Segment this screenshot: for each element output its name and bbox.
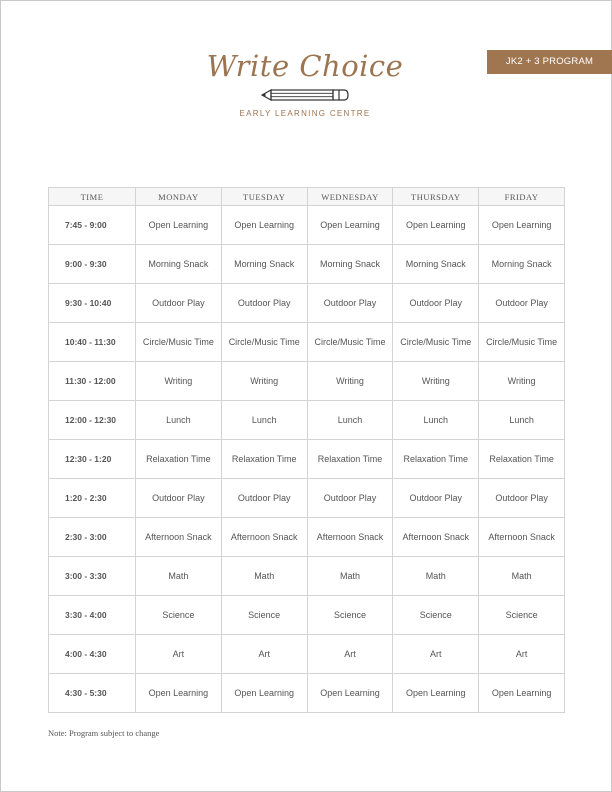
- activity-cell: Art: [479, 635, 565, 674]
- activity-cell: Outdoor Play: [221, 284, 307, 323]
- activity-cell: Science: [307, 596, 393, 635]
- activity-cell: Open Learning: [307, 206, 393, 245]
- activity-cell: Math: [136, 557, 222, 596]
- brand-logo: [205, 46, 405, 118]
- brand-name: Write Choice: [206, 49, 404, 83]
- activity-cell: Open Learning: [221, 206, 307, 245]
- activity-cell: Morning Snack: [221, 245, 307, 284]
- table-row: [49, 401, 565, 440]
- activity-cell: Morning Snack: [479, 245, 565, 284]
- table-row: [49, 284, 565, 323]
- time-slot: 3:00 - 3:30: [49, 557, 136, 596]
- table-row: [49, 323, 565, 362]
- table-row: [49, 245, 565, 284]
- brand-subtitle: EARLY LEARNING CENTRE: [239, 109, 371, 118]
- activity-cell: Writing: [136, 362, 222, 401]
- header-thursday: THURSDAY: [393, 188, 479, 206]
- activity-cell: Open Learning: [479, 674, 565, 713]
- activity-cell: Science: [393, 596, 479, 635]
- activity-cell: Open Learning: [136, 206, 222, 245]
- activity-cell: Relaxation Time: [393, 440, 479, 479]
- activity-cell: Circle/Music Time: [136, 323, 222, 362]
- activity-cell: Lunch: [221, 401, 307, 440]
- activity-cell: Afternoon Snack: [221, 518, 307, 557]
- table-row: [49, 557, 565, 596]
- activity-cell: Open Learning: [307, 674, 393, 713]
- activity-cell: Afternoon Snack: [393, 518, 479, 557]
- time-slot: 12:30 - 1:20: [49, 440, 136, 479]
- header-friday: FRIDAY: [479, 188, 565, 206]
- activity-cell: Outdoor Play: [393, 284, 479, 323]
- time-slot: 4:30 - 5:30: [49, 674, 136, 713]
- table-row: [49, 206, 565, 245]
- activity-cell: Writing: [221, 362, 307, 401]
- table-row: [49, 635, 565, 674]
- time-slot: 7:45 - 9:00: [49, 206, 136, 245]
- schedule-table: [48, 187, 565, 713]
- activity-cell: Afternoon Snack: [479, 518, 565, 557]
- activity-cell: Open Learning: [393, 206, 479, 245]
- header-time: TIME: [49, 188, 136, 206]
- time-slot: 11:30 - 12:00: [49, 362, 136, 401]
- time-slot: 9:30 - 10:40: [49, 284, 136, 323]
- activity-cell: Morning Snack: [393, 245, 479, 284]
- activity-cell: Math: [393, 557, 479, 596]
- time-slot: 1:20 - 2:30: [49, 479, 136, 518]
- activity-cell: Circle/Music Time: [393, 323, 479, 362]
- activity-cell: Open Learning: [221, 674, 307, 713]
- activity-cell: Open Learning: [479, 206, 565, 245]
- activity-cell: Morning Snack: [307, 245, 393, 284]
- activity-cell: Math: [307, 557, 393, 596]
- activity-cell: Art: [307, 635, 393, 674]
- activity-cell: Science: [136, 596, 222, 635]
- table-row: [49, 479, 565, 518]
- pencil-icon: [260, 88, 350, 102]
- activity-cell: Relaxation Time: [479, 440, 565, 479]
- activity-cell: Art: [221, 635, 307, 674]
- table-row: [49, 440, 565, 479]
- header-row: [49, 188, 565, 206]
- activity-cell: Open Learning: [136, 674, 222, 713]
- time-slot: 12:00 - 12:30: [49, 401, 136, 440]
- activity-cell: Circle/Music Time: [479, 323, 565, 362]
- activity-cell: Morning Snack: [136, 245, 222, 284]
- activity-cell: Lunch: [393, 401, 479, 440]
- activity-cell: Art: [393, 635, 479, 674]
- activity-cell: Outdoor Play: [307, 284, 393, 323]
- table-row: [49, 518, 565, 557]
- time-slot: 10:40 - 11:30: [49, 323, 136, 362]
- table-row: [49, 362, 565, 401]
- activity-cell: Afternoon Snack: [307, 518, 393, 557]
- activity-cell: Lunch: [479, 401, 565, 440]
- activity-cell: Open Learning: [393, 674, 479, 713]
- activity-cell: Science: [479, 596, 565, 635]
- activity-cell: Writing: [479, 362, 565, 401]
- activity-cell: Outdoor Play: [479, 479, 565, 518]
- table-row: [49, 674, 565, 713]
- time-slot: 4:00 - 4:30: [49, 635, 136, 674]
- table-row: [49, 596, 565, 635]
- time-slot: 2:30 - 3:00: [49, 518, 136, 557]
- header-tuesday: TUESDAY: [221, 188, 307, 206]
- activity-cell: Lunch: [136, 401, 222, 440]
- activity-cell: Circle/Music Time: [307, 323, 393, 362]
- time-slot: 9:00 - 9:30: [49, 245, 136, 284]
- program-badge: JK2 + 3 PROGRAM: [487, 50, 612, 74]
- time-slot: 3:30 - 4:00: [49, 596, 136, 635]
- activity-cell: Science: [221, 596, 307, 635]
- header-monday: MONDAY: [136, 188, 222, 206]
- activity-cell: Outdoor Play: [393, 479, 479, 518]
- activity-cell: Relaxation Time: [136, 440, 222, 479]
- footnote: Note: Program subject to change: [48, 728, 160, 738]
- header-wednesday: WEDNESDAY: [307, 188, 393, 206]
- activity-cell: Writing: [393, 362, 479, 401]
- activity-cell: Circle/Music Time: [221, 323, 307, 362]
- activity-cell: Relaxation Time: [221, 440, 307, 479]
- activity-cell: Math: [479, 557, 565, 596]
- activity-cell: Art: [136, 635, 222, 674]
- activity-cell: Outdoor Play: [479, 284, 565, 323]
- activity-cell: Lunch: [307, 401, 393, 440]
- activity-cell: Relaxation Time: [307, 440, 393, 479]
- activity-cell: Outdoor Play: [307, 479, 393, 518]
- activity-cell: Afternoon Snack: [136, 518, 222, 557]
- activity-cell: Writing: [307, 362, 393, 401]
- activity-cell: Outdoor Play: [136, 284, 222, 323]
- activity-cell: Outdoor Play: [136, 479, 222, 518]
- activity-cell: Math: [221, 557, 307, 596]
- activity-cell: Outdoor Play: [221, 479, 307, 518]
